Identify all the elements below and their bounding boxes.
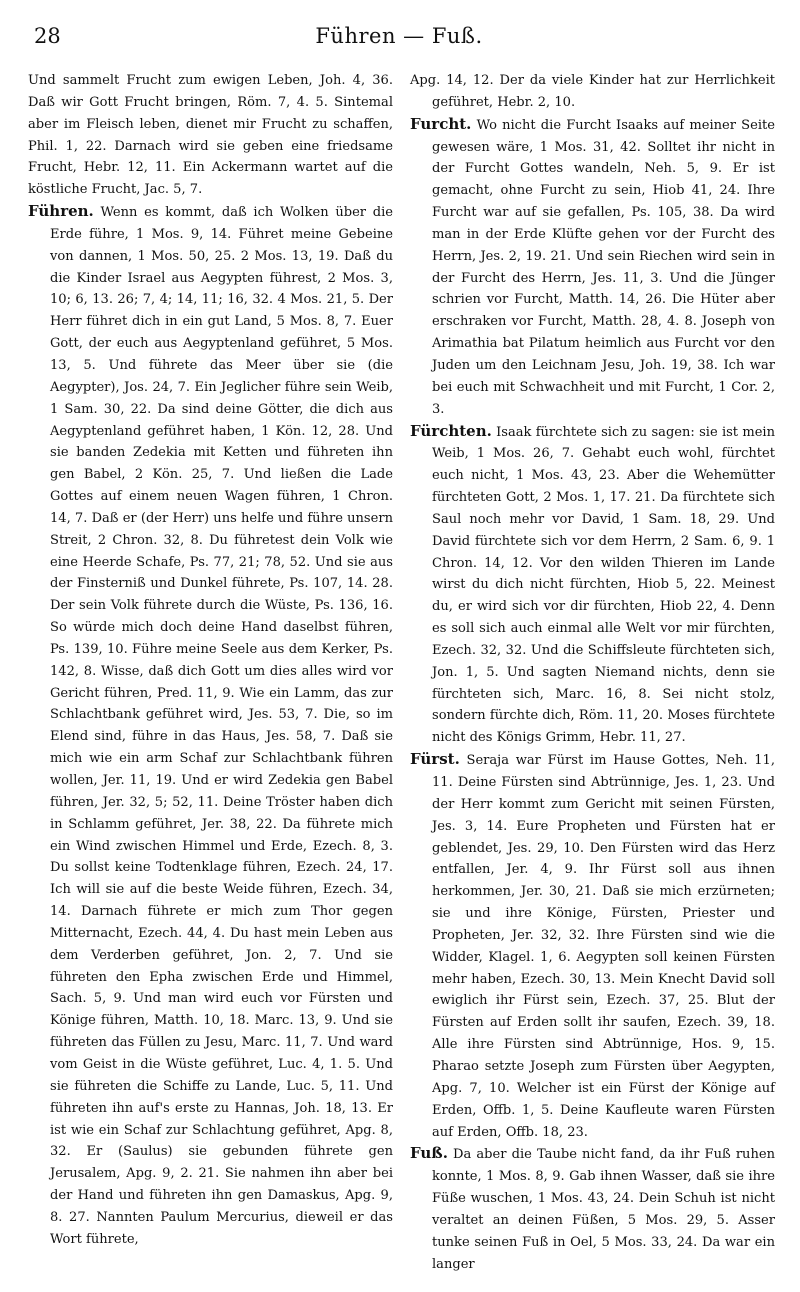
entry-fuehren (28, 201, 393, 1251)
continuation-text: Apg. 14, 12. Der da viele Kinder hat zur Herrlichkeit geführet, Hebr. 2, 10. (410, 73, 775, 110)
headword: Fuß. (410, 1144, 448, 1163)
running-title: Führen — Fuß. (315, 24, 483, 48)
page-header (28, 22, 770, 54)
headword: Furcht. (410, 114, 472, 133)
right-column (410, 70, 775, 1275)
entry-furcht (410, 114, 775, 421)
entry-text: Seraja war Fürst im Hause Gottes, Neh. 11, 11. Deine Fürsten sind Abtrünnige, Jes. 1, 23. Und der Herr kommt zum Gericht mit seinen Fürsten, Jes. 3, 14. Eure Propheten und Fürsten hat er geblendet, Jes. 29, 10. Den Fürsten wird das Herz entfallen, Jer. 4, 9. Ihr Fürst soll aus ihnen herkommen, Jer. 30, 21. Daß sie mich erzürneten; sie und ihre Könige, Fürsten, Priester und Propheten, Jer. 32, 32. Ihre Fürsten sind wie die Widder, Klagel. 1, 6. Aegypten soll keinen Fürsten mehr haben, Ezech. 30, 13. Mein Knecht David soll ewiglich ihr Fürst sein, Ezech. 37, 25. Blut der Fürsten auf Erden sollt ihr saufen, Ezech. 39, 18. Alle ihre Fürsten sind Abtrünnige, Hos. 9, 15. Pharao setzte Joseph zum Fürsten über Aegypten, Apg. 7, 10. Welcher ist ein Fürst der Könige auf Erden, Offb. 1, 5. Deine Kaufleute waren Fürsten auf Erden, Offb. 18, 23. (432, 753, 775, 1140)
left-column (28, 70, 393, 1251)
entry-fuss (410, 1143, 775, 1275)
headword: Fürst. (410, 750, 460, 769)
page-number: 28 (34, 24, 61, 48)
headword: Führen. (28, 202, 94, 221)
entry-text: Da aber die Taube nicht fand, da ihr Fuß ruhen konnte, 1 Mos. 8, 9. Gab ihnen Wasser, daß sie ihre Füße wuschen, 1 Mos. 43, 24. Dein Schuh ist nicht veraltet an deinen Füßen, 5 Mos. 29, 5. Asser tunke seinen Fuß in Oel, 5 Mos. 33, 24. Da war ein langer (432, 1147, 775, 1272)
entry-text: Isaak fürchtete sich zu sagen: sie ist mein Weib, 1 Mos. 26, 7. Gehabt euch wohl, fürchtet euch nicht, 1 Mos. 43, 23. Aber die Wehemütter fürchteten Gott, 2 Mos. 1, 17. 21. Da fürchtete sich Saul noch mehr vor David, 1 Sam. 18, 29. Und David fürchtete sich vor dem Herrn, 2 Sam. 6, 9. 1 Chron. 14, 12. Vor den wilden Thieren im Lande wirst du dich nicht fürchten, Hiob 5, 22. Meinest du, er wird sich vor dir fürchten, Hiob 22, 4. Denn es soll sich auch einmal alle Welt vor mir fürchten, Ezech. 32, 32. Und die Schiffsleute fürchteten sich, Jon. 1, 5. Und sagten Niemand nichts, denn sie fürchteten sich, Marc. 16, 8. Sei nicht stolz, sondern fürchte dich, Röm. 11, 20. Moses fürchtete nicht des Königs Grimm, Hebr. 11, 27. (432, 424, 775, 746)
entry-fuerst (410, 749, 775, 1143)
entry-text: Wenn es kommt, daß ich Wolken über die Erde führe, 1 Mos. 9, 14. Führet meine Gebeine von dannen, 1 Mos. 50, 25. 2 Mos. 13, 19. Daß du die Kinder Israel aus Aegypten führest, 2 Mos. 3, 10; 6, 13. 26; 7, 4; 14, 11; 16, 32. 4 Mos. 21, 5. Der Herr führet dich in ein gut Land, 5 Mos. 8, 7. Euer Gott, der euch aus Aegyptenland geführet, 5 Mos. 13, 5. Und führete das Meer über sie (die Aegypter), Jos. 24, 7. Ein Jeglicher führe sein Weib, 1 Sam. 30, 22. Da sind deine Götter, die dich aus Aegyptenland geführet haben, 1 Kön. 12, 28. Und sie banden Zedekia mit Ketten und führeten ihn gen Babel, 2 Kön. 25, 7. Und ließen die Lade Gottes auf einem neuen Wagen führen, 1 Chron. 14, 7. Daß er (der Herr) uns helfe und führe unsern Streit, 2 Chron. 32, 8. Du führetest dein Volk wie eine Heerde Schafe, Ps. 77, 21; 78, 52. Und sie aus der Finsterniß und Dunkel führete, Ps. 107, 14. 28. Der sein Volk führete durch die Wüste, Ps. 136, 16. So würde mich doch deine Hand daselbst führen, Ps. 139, 10. Führe meine Seele aus dem Kerker, Ps. 142, 8. Wisse, daß dich Gott um dies alles wird vor Gericht führen, Pred. 11, 9. Wie ein Lamm, das zur Schlachtbank geführet wird, Jes. 53, 7. Die, so im Elend sind, führe in das Haus, Jes. 58, 7. Daß sie mich wie ein arm Schaf zur Schlachtbank führen wollen, Jer. 11, 19. Und er wird Zedekia gen Babel führen, Jer. 32, 5; 52, 11. Deine Tröster haben dich in Schlamm geführet, Jer. 38, 22. Da führete mich ein Wind zwischen Himmel und Erde, Ezech. 8, 3. Du sollst keine Todtenklage führen, Ezech. 24, 17. Ich will sie auf die beste Weide führen, Ezech. 34, 14. Darnach führete er mich zum Thor gegen Mitternacht, Ezech. 44, 4. Du hast mein Leben aus dem Verderben geführet, Jon. 2, 7. Und sie führeten den Epha zwischen Erde und Himmel, Sach. 5, 9. Und man wird euch vor Fürsten und Könige führen, Matth. 10, 18. Marc. 13, 9. Und sie führeten das Füllen zu Jesu, Marc. 11, 7. Und ward vom Geist in die Wüste geführet, Luc. 4, 1. 5. Und sie führeten die Schiffe zu Lande, Luc. 5, 11. Und führeten ihn auf's erste zu Hannas, Joh. 18, 13. Er ist wie ein Schaf zur Schlachtung geführet, Apg. 8, 32. Er (Saulus) sie gebunden führete gen Jerusalem, Apg. 9, 2. 21. Sie nahmen ihn aber bei der Hand und führeten ihn gen Damaskus, Apg. 9, 8. 27. Nannten Paulum Mercurius, dieweil er das Wort führete, (50, 205, 394, 1247)
entry-fuerchten (410, 421, 775, 750)
headword: Fürchten. (410, 421, 492, 440)
continuation-text: Und sammelt Frucht zum ewigen Leben, Joh. 4, 36. Daß wir Gott Frucht bringen, Röm. 7, 4. 5. Sintemal aber im Fleisch leben, dienet mir Frucht zu schaffen, Phil. 1, 22. Darnach wird sie geben eine friedsame Frucht, Hebr. 12, 11. Ein Ackermann wartet auf die köstliche Frucht, Jac. 5, 7. (28, 73, 393, 198)
entry-text: Wo nicht die Furcht Isaaks auf meiner Seite gewesen wäre, 1 Mos. 31, 42. Solltet ihr nicht in der Furcht Gottes wandeln, Neh. 5, 9. Er ist gemacht, ohne Furcht zu sein, Hiob 41, 24. Ihre Furcht war auf sie gefallen, Ps. 105, 38. Da wird man in der Erde Klüfte gehen vor der Furcht des Herrn, Jes. 2, 19. 21. Und sein Riechen wird sein in der Furcht des Herrn, Jes. 11, 3. Und die Jünger schrien vor Furcht, Matth. 14, 26. Die Hüter aber erschraken vor Furcht, Matth. 28, 4. 8. Joseph von Arimathia bat Pilatum heimlich aus Furcht vor den Juden um den Leichnam Jesu, Joh. 19, 38. Ich war bei euch mit Schwachheit und mit Furcht, 1 Cor. 2, 3. (432, 117, 775, 417)
